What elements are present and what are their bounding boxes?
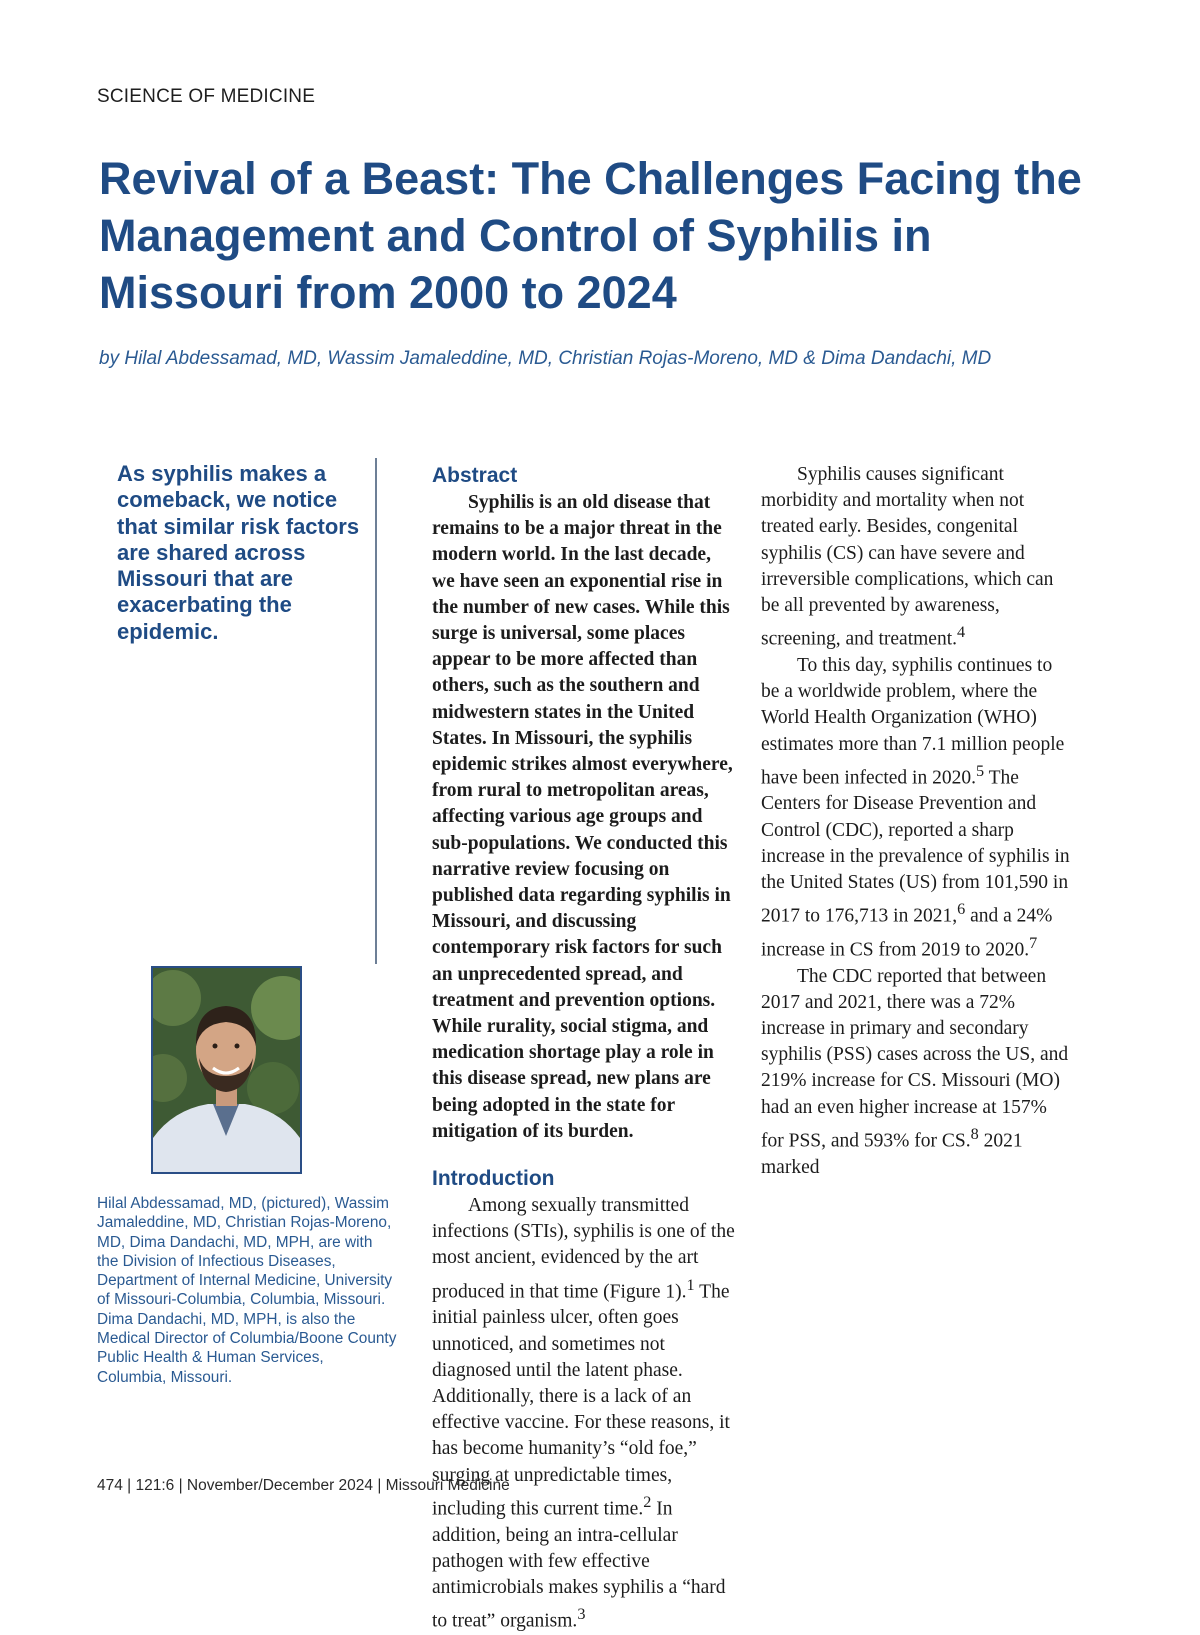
abstract-heading: Abstract (432, 464, 518, 487)
intro-text: In addition, being an intra-cellular pathogen with few effective antimicrobials makes syphilis a “hard to treat” organism. (432, 1498, 726, 1632)
article-column-2 (761, 462, 1073, 1181)
intro-text: The CDC reported that between 2017 and 2021, there was a 72% increase in primary and secondary syphilis (PSS) cases across the US, and 219% increase for CS. Missouri (MO) had an even higher increase at 157% for PSS, and 593% for CS. (761, 965, 1069, 1152)
intro-text: The Centers for Disease Prevention and Control (CDC), reported a sharp increase in the prevalence of syphilis in the United States (US) from 101,590 in 2017 to 176,713 in 2021, (761, 767, 1070, 927)
citation-ref: 4 (957, 623, 966, 642)
citation-ref: 6 (957, 900, 966, 919)
intro-text: Among sexually transmitted infections (STIs), syphilis is one of the most ancient, evidenced by the art produced in that time (Figure 1). (432, 1195, 735, 1303)
intro-paragraph-3 (761, 653, 1073, 964)
pull-quote: As syphilis makes a comeback, we notice that similar risk factors are shared across Missouri that are exacerbating the epidemic. (117, 461, 360, 644)
abstract-text: Syphilis is an old disease that remains to be a major threat in the modern world. In the last decade, we have seen an exponential rise in the number of new cases. While this surge is universal, some places appear to be more affected than others, such as the southern and midwestern states in the United States. In Missouri, the syphilis epidemic strikes almost everywhere, from rural to metropolitan areas, affecting various age groups and sub-populations. We conducted this narrative review focusing on published data regarding syphilis in Missouri, and discussing contemporary risk factors for such an unprecedented spread, and treatment and prevention options. While rurality, social stigma, and medication shortage play a role in this disease spread, new plans are being adopted in the state for mitigation of its burden. (432, 492, 733, 1142)
citation-ref: 2 (643, 1492, 652, 1511)
intro-paragraph-4 (761, 964, 1073, 1181)
intro-text: Syphilis causes significant morbidity and mortality when not treated early. Besides, congenital syphilis (CS) can have severe and irreversible complications, which can be all prevented by awareness, screening, and treatment. (761, 464, 1054, 650)
intro-text: 2021 marked (761, 1130, 1023, 1178)
intro-text: The initial painless ulcer, often goes unnoticed, and sometimes not diagnosed until the latent phase. Additionally, there is a lack of an effective vaccine. For these reasons, it has become humanity’s “old foe,” surging at unpredictable times, including this current time. (432, 1281, 730, 1520)
citation-ref: 3 (577, 1605, 586, 1624)
article-authors: by Hilal Abdessamad, MD, Wassim Jamaleddine, MD, Christian Rojas-Moreno, MD & Dima Dandachi, MD (99, 348, 992, 369)
author-bio: Hilal Abdessamad, MD, (pictured), Wassim Jamaleddine, MD, Christian Rojas-Moreno, MD, Dima Dandachi, MD, MPH, are with the Division of Infectious Diseases, Department of Internal Medicine, University of Missouri-Columbia, Columbia, Missouri. Dima Dandachi, MD, MPH, is also the Medical Director of Columbia/Boone County Public Health & Human Services, Columbia, Missouri. (97, 1195, 397, 1386)
article-column-1 (432, 462, 737, 1635)
article-title: Revival of a Beast: The Challenges Facing the Management and Control of Syphilis in Missouri from 2000 to 2024 (99, 153, 1082, 318)
author-portrait-image (153, 968, 300, 1172)
page-footer: 474 | 121:6 | November/December 2024 | Missouri Medicine (97, 1477, 510, 1494)
author-photo (151, 966, 302, 1174)
intro-paragraph-2 (761, 462, 1073, 653)
introduction-heading: Introduction (432, 1167, 555, 1191)
sidebar-divider (375, 458, 377, 964)
citation-ref: 7 (1029, 933, 1038, 952)
intro-text: To this day, syphilis continues to be a worldwide problem, where the World Health Organization (WHO) estimates more than 7.1 million people have been infected in 2020. (761, 654, 1065, 789)
citation-ref: 1 (686, 1275, 695, 1294)
citation-ref: 5 (975, 761, 985, 780)
intro-text: and a 24% increase in CS from 2019 to 2020. (761, 905, 1053, 961)
section-label: SCIENCE OF MEDICINE (97, 86, 316, 107)
citation-ref: 8 (970, 1124, 979, 1143)
intro-paragraph-1 (432, 1193, 737, 1635)
